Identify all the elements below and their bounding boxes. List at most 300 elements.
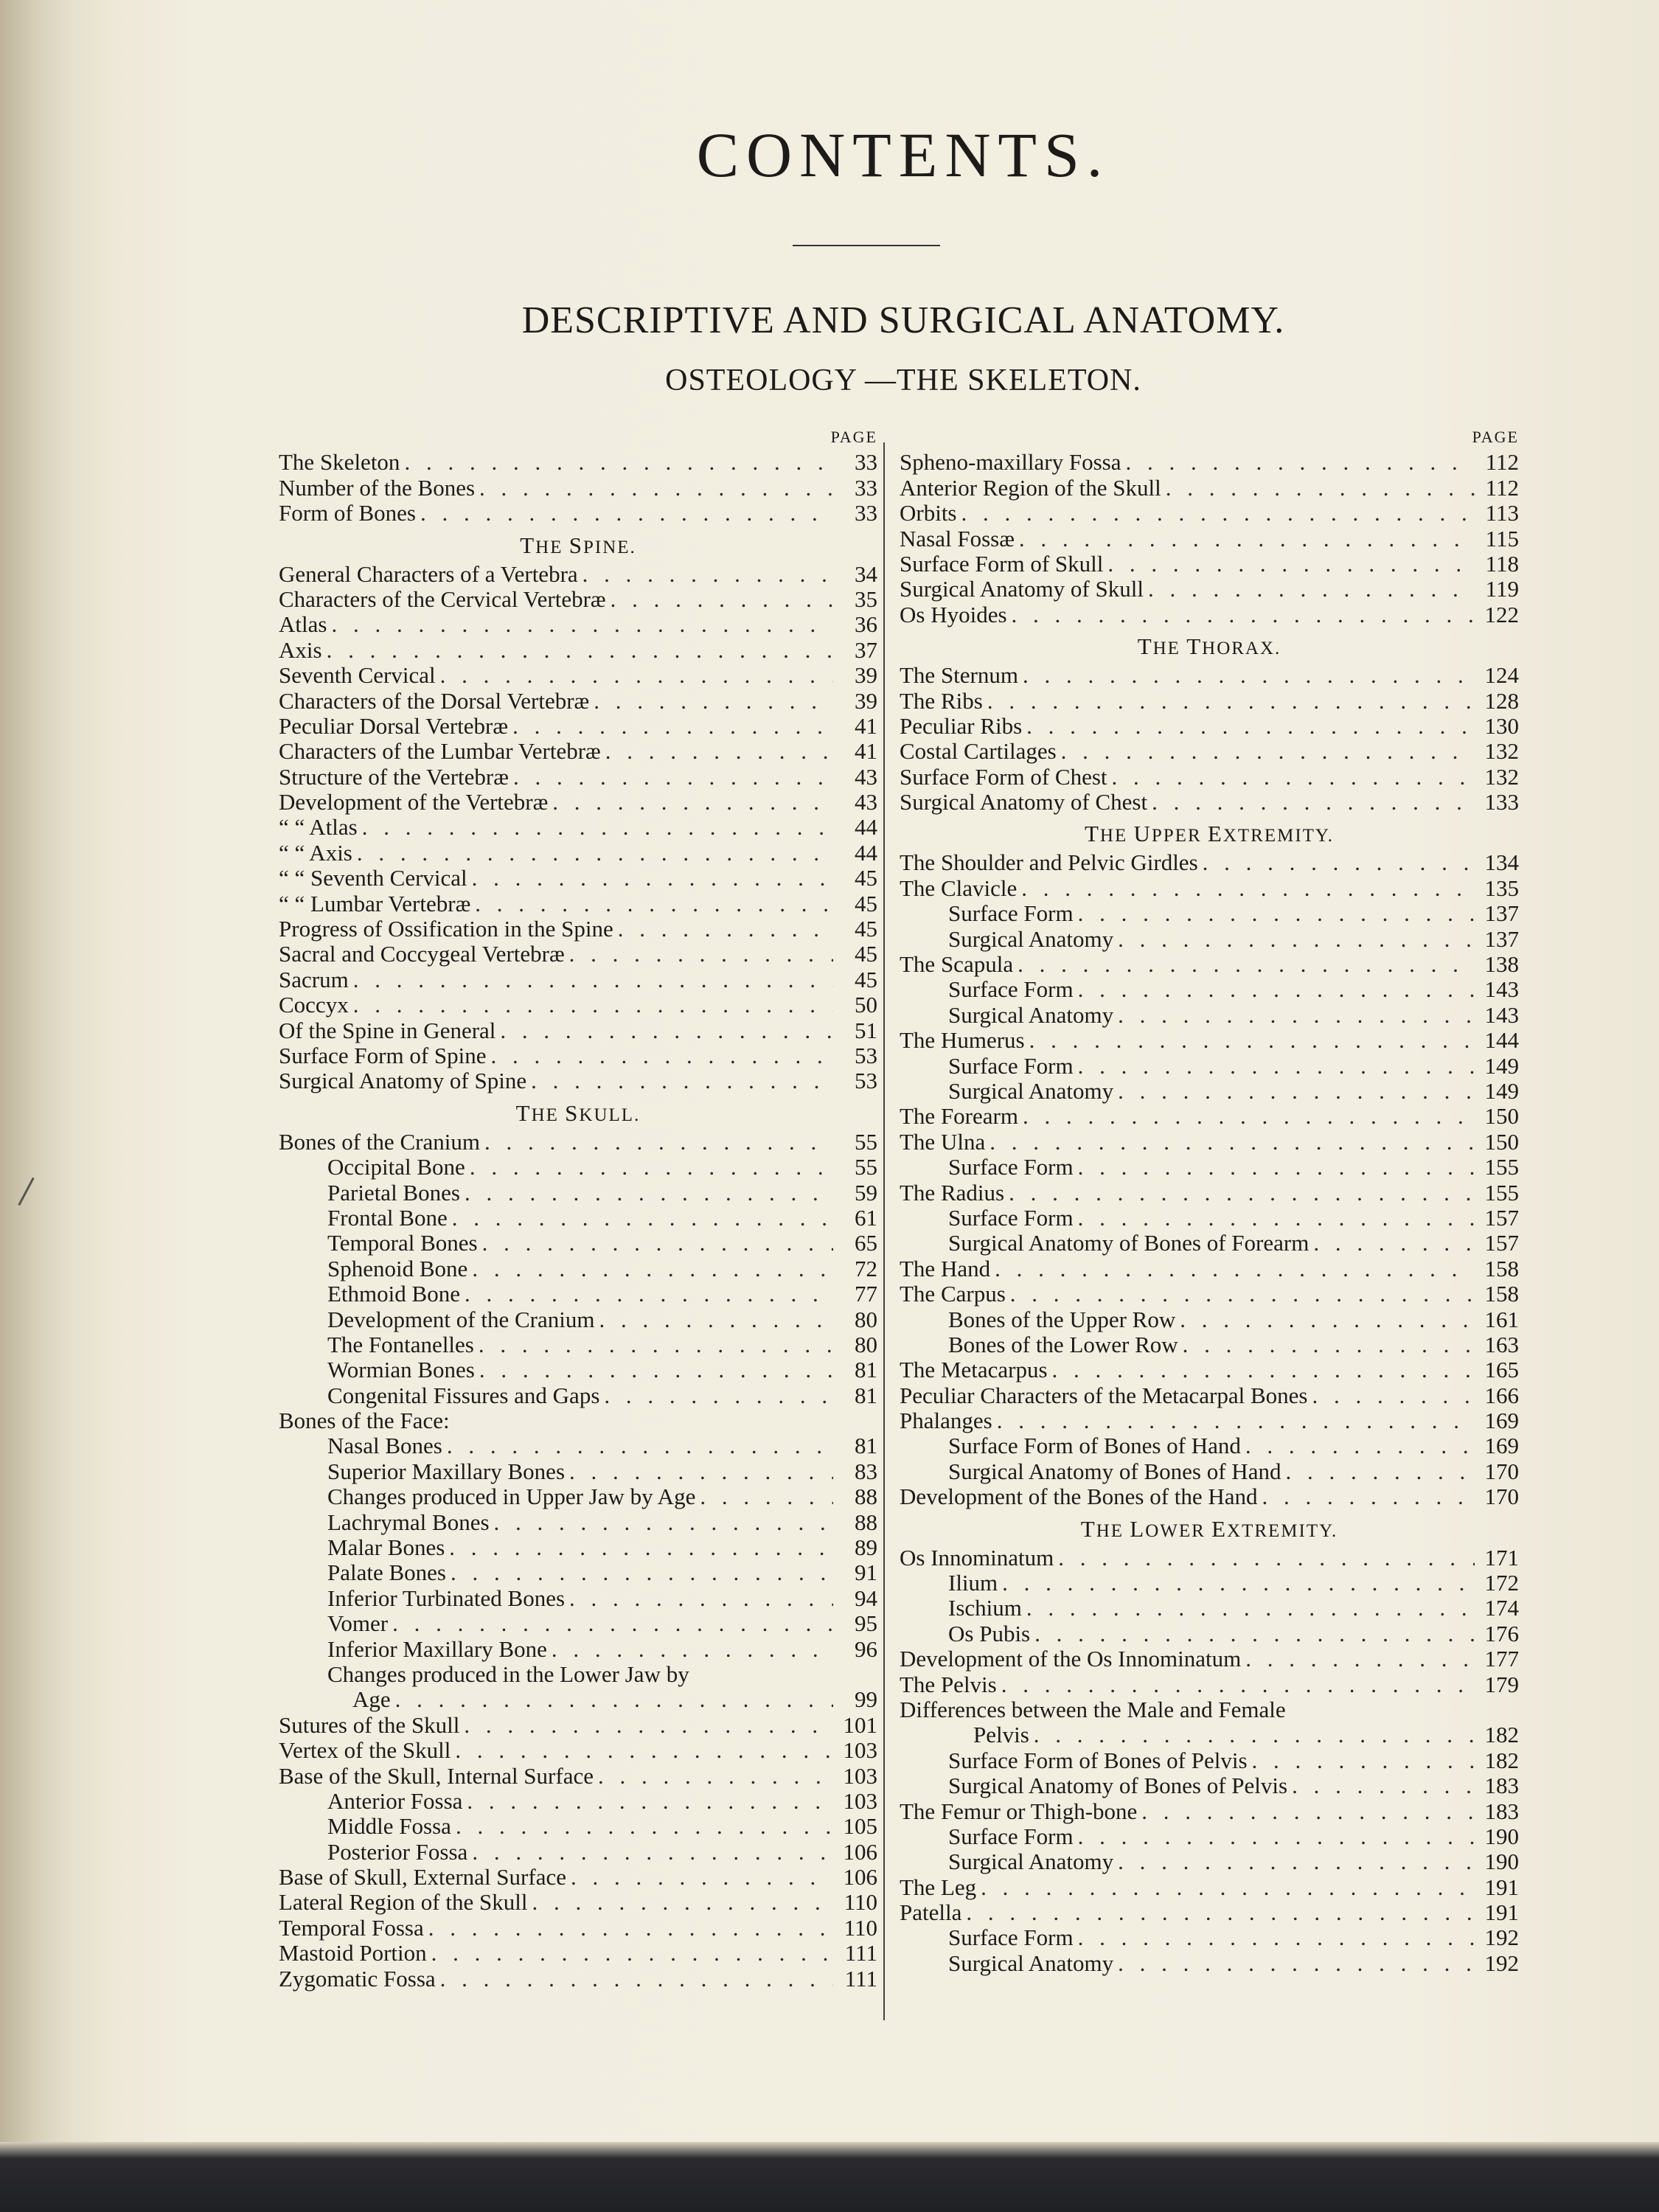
toc-entry-label: Vomer [327, 1610, 389, 1637]
toc-entry-label: Phalanges [900, 1408, 992, 1434]
toc-group [900, 1748, 1519, 1977]
leader-dots [1078, 977, 1475, 1002]
toc-entry-page: 110 [844, 1889, 877, 1916]
toc-entry [279, 790, 877, 815]
toc-entry-page: 81 [855, 1357, 877, 1383]
toc-entry-page: 191 [1484, 1899, 1519, 1926]
leader-dots [1203, 850, 1475, 875]
toc-entry [900, 1206, 1519, 1231]
leader-dots [1252, 1748, 1475, 1773]
toc-entry [900, 1748, 1519, 1773]
toc-entry [900, 901, 1519, 926]
toc-entry-page: 133 [1484, 789, 1519, 815]
toc-entry [900, 1571, 1519, 1596]
toc-entry-page: 110 [844, 1914, 877, 1941]
toc-entry-label: Surgical Anatomy [948, 1001, 1114, 1028]
leader-dots [981, 1875, 1475, 1900]
toc-entry-page: 77 [855, 1281, 877, 1307]
toc-entry-label: Surgical Anatomy of Spine [279, 1068, 527, 1094]
toc-entry-wrapped-line: Differences between the Male and Female [900, 1696, 1286, 1722]
leader-dots [1029, 1028, 1475, 1053]
toc-entry-label: Surgical Anatomy [948, 1950, 1114, 1976]
leader-dots [599, 1307, 833, 1332]
toc-entry-label: Inferior Maxillary Bone [327, 1635, 547, 1662]
toc-entry [900, 1155, 1519, 1180]
leader-dots [1023, 1104, 1475, 1129]
toc-entry-label: Of the Spine in General [279, 1017, 496, 1043]
toc-group [900, 850, 1519, 1509]
leader-dots [484, 1130, 833, 1155]
toc-entry [279, 1206, 877, 1231]
toc-entry-page: 59 [855, 1179, 877, 1206]
toc-entry-page: 170 [1484, 1484, 1519, 1510]
leader-dots [582, 562, 833, 587]
toc-entry-label: Inferior Turbinated Bones [327, 1585, 566, 1611]
leader-dots [479, 1357, 833, 1382]
toc-entry-label: Ethmoid Bone [327, 1281, 460, 1307]
toc-group [279, 1713, 877, 1992]
toc-entry-label: Surgical Anatomy [948, 1077, 1114, 1104]
toc-entry [279, 612, 877, 637]
toc-entry-label: The Sternum [900, 662, 1018, 689]
toc-entry [279, 1510, 877, 1535]
toc-entry [279, 1789, 877, 1814]
toc-entry-page: 44 [855, 814, 877, 841]
toc-entry [279, 992, 877, 1018]
leader-dots [1078, 901, 1475, 926]
toc-entry-label: Sutures of the Skull [279, 1711, 460, 1738]
toc-entry-label: Surgical Anatomy of Bones of Pelvis [948, 1773, 1288, 1799]
toc-entry-page: 45 [855, 941, 877, 967]
toc-entry-page: 50 [855, 992, 877, 1018]
toc-entry-page: 190 [1484, 1823, 1519, 1849]
toc-entry-page: 106 [843, 1864, 877, 1891]
toc-entry-page: 150 [1484, 1103, 1519, 1130]
toc-entry-page: 130 [1484, 712, 1519, 739]
leader-dots [472, 866, 833, 891]
leader-dots [420, 501, 833, 526]
toc-entry [900, 1408, 1519, 1433]
toc-entry-label: Base of the Skull, Internal Surface [279, 1762, 594, 1789]
leader-dots [571, 1865, 833, 1890]
section-heading-upper-extremity: THE UPPER EXTREMITY. [1084, 821, 1335, 847]
toc-entry [900, 1951, 1519, 1976]
section-heading-lower-extremity: THE LOWER EXTREMITY. [1080, 1515, 1338, 1542]
toc-entry-page: 149 [1484, 1052, 1519, 1079]
toc-entry [279, 450, 877, 475]
toc-entry-label: Nasal Fossæ [900, 525, 1015, 552]
toc-entry-label: The Hand [900, 1255, 991, 1281]
toc-entry-label: Surgical Anatomy of Skull [900, 576, 1144, 602]
leader-dots [392, 1611, 833, 1636]
toc-entry-label: Bones of the Upper Row [948, 1306, 1176, 1332]
toc-entry [279, 1307, 877, 1332]
toc-entry-page: 55 [855, 1154, 877, 1180]
toc-entry-page: 143 [1484, 976, 1519, 1003]
toc-entry-page: 174 [1484, 1595, 1519, 1621]
toc-entry [279, 1941, 877, 1966]
toc-entry-label: Surface Form of Chest [900, 763, 1107, 790]
leader-dots [1152, 790, 1475, 815]
toc-entry-page: 155 [1484, 1179, 1519, 1206]
toc-entry-page: 143 [1484, 1001, 1519, 1028]
toc-entry [279, 1560, 877, 1585]
toc-entry-page: 128 [1484, 687, 1519, 714]
page-column-label: PAGE [830, 428, 877, 446]
toc-entry-label: The Leg [900, 1874, 977, 1900]
leader-dots [327, 638, 833, 663]
toc-entry-page: 88 [855, 1484, 877, 1510]
toc-entry [900, 1256, 1519, 1281]
toc-entry-label: Surface Form [948, 1924, 1074, 1951]
toc-entry-page: 99 [855, 1686, 877, 1713]
toc-entry-page: 155 [1484, 1154, 1519, 1180]
toc-entry-page: 192 [1484, 1950, 1519, 1976]
leader-dots [512, 714, 833, 739]
toc-entry [279, 1586, 877, 1611]
toc-entry-label: Patella [900, 1899, 962, 1926]
toc-entry [279, 815, 877, 840]
toc-entry-page: 157 [1484, 1204, 1519, 1231]
toc-entry-label: Surface Form [948, 1052, 1074, 1079]
leader-dots [598, 1764, 833, 1789]
toc-entry-page: 182 [1484, 1722, 1519, 1748]
toc-entry [279, 1687, 877, 1712]
toc-entry-page: 183 [1484, 1773, 1519, 1799]
toc-entry [279, 1281, 877, 1307]
toc-entry-label: Changes produced in Upper Jaw by Age [327, 1484, 696, 1510]
toc-entry-page: 35 [855, 585, 877, 612]
toc-entry [279, 1130, 877, 1155]
leader-dots [452, 1206, 833, 1231]
toc-entry [900, 577, 1519, 602]
toc-entry-label: The Pelvis [900, 1671, 997, 1697]
leader-dots [1245, 1433, 1475, 1458]
leader-dots [1052, 1357, 1475, 1382]
toc-entry [279, 1535, 877, 1560]
title-rule [793, 245, 940, 246]
toc-entry [279, 967, 877, 992]
toc-entry-label: Surface Form of Spine [279, 1042, 487, 1068]
toc-entry-label: Surgical Anatomy [948, 1848, 1114, 1875]
toc-entry-page: 88 [855, 1509, 877, 1535]
toc-entry-label: The Fontanelles [327, 1331, 474, 1357]
leader-dots [1118, 1003, 1475, 1028]
toc-entry-page: 39 [855, 687, 877, 714]
toc-entry [279, 1459, 877, 1484]
leader-dots [479, 1332, 833, 1357]
toc-entry [279, 501, 877, 526]
toc-entry-page: 89 [855, 1534, 877, 1561]
page-title: CONTENTS. [696, 119, 1110, 190]
toc-entry-page: 170 [1484, 1458, 1519, 1484]
toc-entry [279, 476, 877, 501]
leader-dots [1141, 1799, 1475, 1824]
toc-entry [279, 1180, 877, 1206]
toc-group [900, 663, 1519, 815]
toc-entry [900, 790, 1519, 815]
toc-entry [279, 1256, 877, 1281]
toc-entry-page: 103 [843, 1787, 877, 1814]
leader-dots [1078, 1155, 1475, 1180]
toc-entry-label: Nasal Bones [327, 1433, 442, 1459]
toc-entry-page: 81 [855, 1433, 877, 1459]
toc-entry-page: 80 [855, 1331, 877, 1357]
leader-dots [990, 1130, 1475, 1155]
toc-entry [279, 1383, 877, 1408]
toc-entry [900, 1484, 1519, 1509]
toc-entry-label: Development of the Os Innominatum [900, 1646, 1242, 1672]
toc-entry-label: Parietal Bones [327, 1179, 460, 1206]
contents-column-right [900, 425, 1519, 1976]
toc-subheading: Bones of the Face: [279, 1408, 450, 1434]
toc-entry-label: The Metacarpus [900, 1357, 1048, 1383]
leader-dots [447, 1433, 833, 1458]
toc-entry-page: 41 [855, 712, 877, 739]
toc-group [279, 1433, 877, 1662]
toc-entry-label: Zygomatic Fossa [279, 1965, 436, 1992]
leader-dots [1019, 526, 1475, 552]
toc-entry-page: 43 [855, 789, 877, 815]
toc-entry-page: 169 [1484, 1408, 1519, 1434]
leader-dots [1183, 1332, 1475, 1357]
toc-entry-page: 182 [1484, 1747, 1519, 1773]
leader-dots [1285, 1459, 1475, 1484]
toc-group [279, 1130, 877, 1408]
toc-entry-label: Congenital Fissures and Gaps [327, 1382, 600, 1408]
leader-dots [362, 815, 833, 840]
toc-entry [900, 663, 1519, 688]
toc-entry [900, 739, 1519, 764]
toc-entry-page: 83 [855, 1458, 877, 1484]
toc-entry-page: 179 [1484, 1671, 1519, 1697]
toc-entry [279, 1738, 877, 1763]
toc-entry-label: The Carpus [900, 1281, 1006, 1307]
toc-group [900, 1545, 1519, 1697]
toc-entry-page: 111 [844, 1965, 877, 1992]
toc-entry [279, 1357, 877, 1382]
leader-dots [465, 1180, 833, 1206]
toc-entry-page: 39 [855, 662, 877, 689]
toc-entry [900, 1003, 1519, 1028]
toc-entry-label: Bones of the Lower Row [948, 1331, 1178, 1357]
leader-dots [1078, 1925, 1475, 1950]
toc-entry-label: Peculiar Ribs [900, 712, 1023, 739]
toc-entry-label: Characters of the Cervical Vertebræ [279, 585, 606, 612]
toc-entry-label: Spheno-maxillary Fossa [900, 449, 1121, 476]
toc-entry-label: Os Innominatum [900, 1544, 1054, 1571]
toc-entry-label: Bones of the Cranium [279, 1128, 480, 1155]
leader-dots [465, 1281, 833, 1307]
toc-entry [279, 739, 877, 764]
toc-entry-page: 149 [1484, 1077, 1519, 1104]
toc-entry-label: Surgical Anatomy [948, 925, 1114, 952]
toc-entry-page: 101 [843, 1711, 877, 1738]
leader-dots [1034, 1722, 1475, 1747]
toc-entry [900, 1231, 1519, 1256]
toc-entry-label: Progress of Ossification in the Spine [279, 916, 613, 942]
leader-dots [440, 1966, 833, 1992]
leader-dots [997, 1408, 1475, 1433]
toc-entry-label: Malar Bones [327, 1534, 445, 1561]
leader-dots [479, 476, 833, 501]
toc-entry-label: “ “ Atlas [279, 814, 358, 841]
leader-dots [605, 739, 833, 764]
leader-dots [531, 1068, 833, 1093]
toc-entry-label: Sacrum [279, 966, 349, 992]
toc-entry-page: 190 [1484, 1848, 1519, 1875]
toc-entry-page: 111 [844, 1940, 877, 1966]
toc-entry-page: 132 [1484, 738, 1519, 765]
toc-entry [900, 526, 1519, 552]
toc-entry-page: 137 [1484, 925, 1519, 952]
toc-entry [279, 1890, 877, 1915]
toc-entry-page: 165 [1484, 1357, 1519, 1383]
toc-entry-label: Base of Skull, External Surface [279, 1864, 566, 1891]
toc-entry-page: 44 [855, 839, 877, 866]
leader-dots [472, 1256, 833, 1281]
leader-dots [1262, 1484, 1475, 1509]
toc-entry-page: 103 [843, 1762, 877, 1789]
toc-entry [900, 1773, 1519, 1798]
toc-entry-page: 112 [1485, 449, 1519, 476]
toc-entry-page: 65 [855, 1230, 877, 1256]
leader-dots [1148, 577, 1475, 602]
toc-entry-page: 80 [855, 1306, 877, 1332]
toc-entry-page: 137 [1484, 900, 1519, 927]
toc-entry-page: 36 [855, 611, 877, 638]
toc-entry-label: Age [352, 1686, 391, 1713]
toc-entry-page: 96 [855, 1635, 877, 1662]
toc-entry-label: Characters of the Lumbar Vertebræ [279, 738, 601, 765]
toc-entry-label: The Shoulder and Pelvic Girdles [900, 849, 1198, 876]
toc-entry [900, 1824, 1519, 1849]
leader-dots [1118, 1849, 1475, 1874]
leader-dots [451, 1560, 833, 1585]
leader-dots [357, 841, 833, 866]
leader-dots [987, 689, 1475, 714]
leader-dots [618, 917, 833, 942]
leader-dots [1061, 739, 1475, 764]
toc-entry [279, 917, 877, 942]
leader-dots [1107, 552, 1475, 577]
leader-dots [428, 1916, 833, 1941]
toc-entry [900, 1180, 1519, 1206]
toc-entry-wrapped-line: Changes produced in the Lower Jaw by [327, 1660, 689, 1687]
toc-group [279, 562, 877, 1094]
leader-dots [1002, 1571, 1475, 1596]
toc-entry-page: 169 [1484, 1433, 1519, 1459]
leader-dots [1126, 450, 1475, 475]
toc-entry [900, 952, 1519, 977]
leader-dots [1118, 1951, 1475, 1976]
toc-entry-label: Superior Maxillary Bones [327, 1458, 566, 1484]
toc-entry [900, 1104, 1519, 1129]
toc-entry-page: 106 [843, 1838, 877, 1865]
toc-entry [279, 841, 877, 866]
toc-entry [279, 1865, 877, 1890]
toc-entry-label: Temporal Fossa [279, 1914, 424, 1941]
toc-entry-page: 33 [855, 449, 877, 476]
toc-entry-label: Characters of the Dorsal Vertebræ [279, 687, 590, 714]
toc-entry-label: Surgical Anatomy of Chest [900, 789, 1148, 815]
leader-dots [1078, 1206, 1475, 1231]
toc-entry [900, 689, 1519, 714]
leader-dots [1078, 1054, 1475, 1079]
toc-entry-page: 55 [855, 1128, 877, 1155]
toc-entry-label: Anterior Region of the Skull [900, 474, 1161, 501]
leader-dots [1021, 876, 1475, 901]
toc-entry [900, 1028, 1519, 1053]
toc-entry-label: Number of the Bones [279, 474, 476, 501]
toc-entry-label: Development of the Bones of the Hand [900, 1484, 1258, 1510]
toc-entry-page: 43 [855, 763, 877, 790]
toc-entry-page: 119 [1485, 576, 1519, 602]
toc-entry-page: 132 [1484, 763, 1519, 790]
toc-entry-label: The Humerus [900, 1027, 1025, 1054]
toc-entry [900, 1672, 1519, 1697]
toc-entry-page: 34 [855, 560, 877, 587]
toc-entry-page: 150 [1484, 1128, 1519, 1155]
leader-dots [472, 1840, 833, 1865]
toc-entry-label: Palate Bones [327, 1559, 446, 1586]
toc-entry-label: Surface Form of Bones of Pelvis [948, 1747, 1248, 1773]
toc-entry [900, 876, 1519, 901]
toc-entry-label: Surface Form of Skull [900, 550, 1104, 577]
leader-dots [1118, 927, 1475, 952]
leader-dots [1034, 1621, 1475, 1646]
toc-entry-label: Anterior Fossa [327, 1787, 463, 1814]
leader-dots [966, 1900, 1475, 1925]
toc-entry [900, 1545, 1519, 1571]
leader-dots [700, 1484, 833, 1509]
leader-dots [594, 689, 833, 714]
leader-dots [569, 1586, 833, 1611]
toc-entry [900, 1900, 1519, 1925]
toc-entry-label: Surface Form [948, 900, 1074, 927]
leader-dots [500, 1018, 833, 1043]
toc-entry-label: Structure of the Vertebræ [279, 763, 509, 790]
toc-entry [279, 1916, 877, 1941]
toc-entry-page: 112 [1485, 474, 1519, 501]
toc-entry [900, 1722, 1519, 1747]
toc-entry-label: General Characters of a Vertebra [279, 560, 578, 587]
toc-entry [900, 1332, 1519, 1357]
column-divider [883, 442, 885, 2020]
toc-entry-page: 122 [1484, 601, 1519, 627]
toc-entry [279, 1611, 877, 1636]
toc-entry-label: Mastoid Portion [279, 1940, 427, 1966]
toc-entry [279, 638, 877, 663]
toc-entry [900, 450, 1519, 475]
toc-entry-page: 105 [843, 1813, 877, 1840]
toc-entry [900, 1799, 1519, 1824]
section-heading-thorax: THE THORAX. [1137, 633, 1281, 660]
toc-entry [900, 1596, 1519, 1621]
leader-dots [470, 1155, 833, 1180]
leader-dots [353, 992, 833, 1018]
leader-dots [1312, 1383, 1475, 1408]
toc-entry-page: 192 [1484, 1924, 1519, 1951]
toc-entry-label: Temporal Bones [327, 1230, 478, 1256]
toc-entry [900, 1459, 1519, 1484]
leader-dots [513, 765, 833, 790]
toc-entry-label: Development of the Cranium [327, 1306, 595, 1332]
toc-entry [900, 977, 1519, 1002]
toc-entry-page: 95 [855, 1610, 877, 1637]
toc-entry-page: 45 [855, 966, 877, 992]
page-bottom-edge [0, 2142, 1659, 2212]
